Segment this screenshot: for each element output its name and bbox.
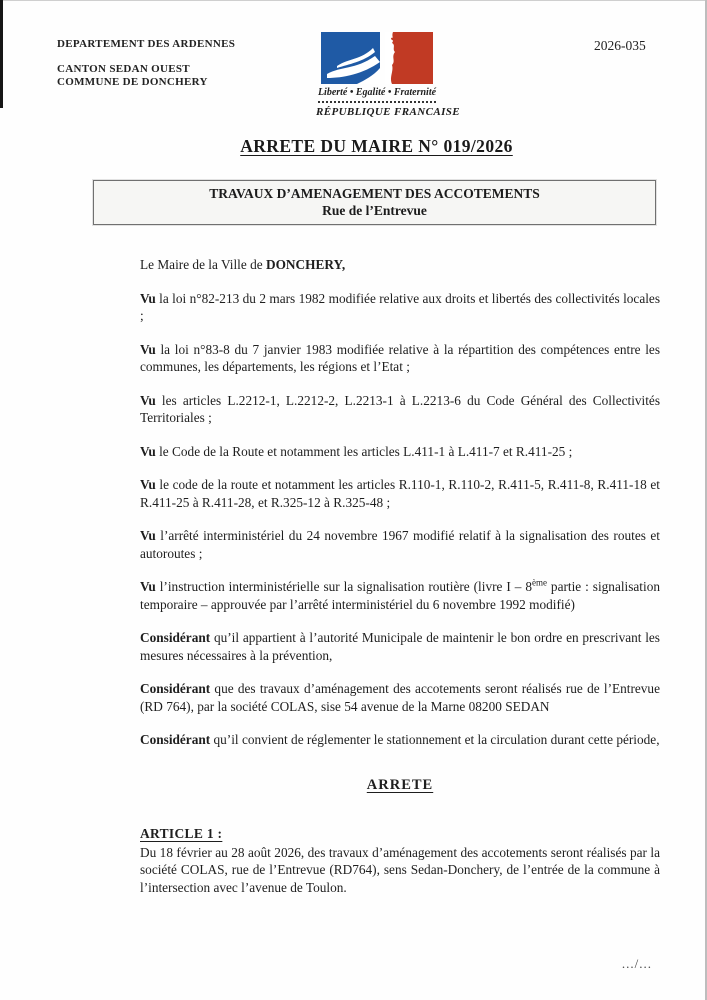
intro-line: [140, 256, 660, 274]
title-row: [93, 136, 660, 157]
recital-lead: Considérant: [140, 732, 211, 747]
document-reference-number: 2026-035: [594, 38, 646, 53]
recital-text: l’arrêté interministériel du 24 novembre 1967 modifié relatif à la signalisation des routes et autoroutes ;: [140, 528, 660, 561]
recital-lead: Vu: [140, 579, 156, 594]
article-1-section: [140, 825, 660, 896]
recital-lead: Vu: [140, 290, 156, 306]
recital-vu-2: [140, 341, 660, 376]
republic-text: RÉPUBLIQUE FRANCAISE: [316, 106, 461, 118]
subject-line1: TRAVAUX D’AMENAGEMENT DES ACCOTEMENTS: [209, 186, 540, 201]
recital-text: la loi n°82-213 du 2 mars 1982 modifiée relative aux droits et libertés des collectivités locales ;: [140, 290, 660, 323]
intro-commune-bold: DONCHERY,: [265, 257, 346, 272]
recital-vu-7: [140, 578, 660, 613]
recital-text: que des travaux d’aménagement des accotements seront réalisés rue de l’Entrevue (RD 764), par la société COLAS, sise 54 avenue de la Marne 08200 SEDAN: [140, 681, 660, 714]
recital-lead: Vu: [140, 341, 156, 357]
recital-vu-6: [140, 527, 660, 562]
recital-superscript: ème: [531, 577, 547, 588]
arrete-heading: ARRETE: [366, 776, 434, 793]
recital-vu-1: [140, 290, 660, 325]
recital-text: le code de la route et notamment les articles R.110-1, R.110-2, R.411-5, R.411-8, R.411-18 et R.411-25 à R.411-28, et R.325-12 à R.325-48 ;: [140, 477, 660, 510]
recital-vu-5: [140, 476, 660, 511]
recital-text: la loi n°83-8 du 7 janvier 1983 modifiée relative à la répartition des compétences entre les communes, les départements, les régions et l’Etat ;: [140, 341, 660, 374]
subject-box: [93, 180, 656, 225]
canton-name: CANTON SEDAN OUEST: [57, 63, 190, 75]
commune-name: COMMUNE DE DONCHERY: [57, 76, 208, 88]
recital-lead: Vu: [140, 477, 156, 492]
article-1-text: Du 18 février au 28 août 2026, des travaux d’aménagement des accotements seront réalisés par la société COLAS, rue de l’Entrevue (RD764), sens Sedan-Donchery, de l’entrée de la commune à l’intersection avec l’avenue de Toulon.: [140, 844, 660, 895]
recital-considerant-1: [140, 629, 660, 664]
motto-separator: [318, 101, 436, 103]
department-name: DEPARTEMENT DES ARDENNES: [57, 38, 236, 50]
recital-text-cont: partie : signalisation temporaire – approuvée par l’arrêté interministériel du 6 novembre 1992 modifié): [140, 579, 660, 612]
document-title: ARRETE DU MAIRE N° 019/2026: [240, 136, 513, 156]
recital-vu-3: [140, 392, 660, 427]
article-1-heading: ARTICLE 1 :: [140, 826, 223, 841]
document-body: [140, 256, 660, 896]
recital-lead: Considérant: [140, 681, 211, 696]
document-header: [0, 0, 707, 128]
motto-text: Liberté • Egalité • Fraternité: [317, 87, 437, 98]
recital-considerant-3: [140, 731, 660, 749]
marianne-flag-icon: [321, 32, 433, 84]
recital-considerant-2: [140, 680, 660, 715]
recital-text: l’instruction interministérielle sur la signalisation routière (livre I – 8: [155, 579, 532, 594]
page-continuation-mark: .../...: [621, 956, 652, 971]
recital-lead: Vu: [140, 528, 156, 543]
recital-lead: Considérant: [140, 630, 211, 645]
recital-vu-4: [140, 443, 660, 461]
republique-francaise-logo: [316, 32, 461, 118]
intro-pre: Le Maire de la Ville de: [140, 257, 266, 272]
subject-line2: Rue de l’Entrevue: [322, 203, 427, 218]
recital-lead: Vu: [140, 392, 156, 408]
recital-text: qu’il appartient à l’autorité Municipale de maintenir le bon ordre en prescrivant les mesures nécessaires à la prévention,: [140, 630, 660, 663]
arrete-heading-row: [140, 776, 660, 795]
recital-text: qu’il convient de réglementer le stationnement et la circulation durant cette période,: [210, 732, 660, 747]
recital-lead: Vu: [140, 443, 156, 459]
recital-text: les articles L.2212-1, L.2212-2, L.2213-1 à L.2213-6 du Code Général des Collectivités Territoriales ;: [140, 392, 660, 425]
issuing-authority-block: [57, 38, 235, 89]
recital-text: le Code de la Route et notamment les articles L.411-1 à L.411-7 et R.411-25 ;: [155, 443, 573, 459]
